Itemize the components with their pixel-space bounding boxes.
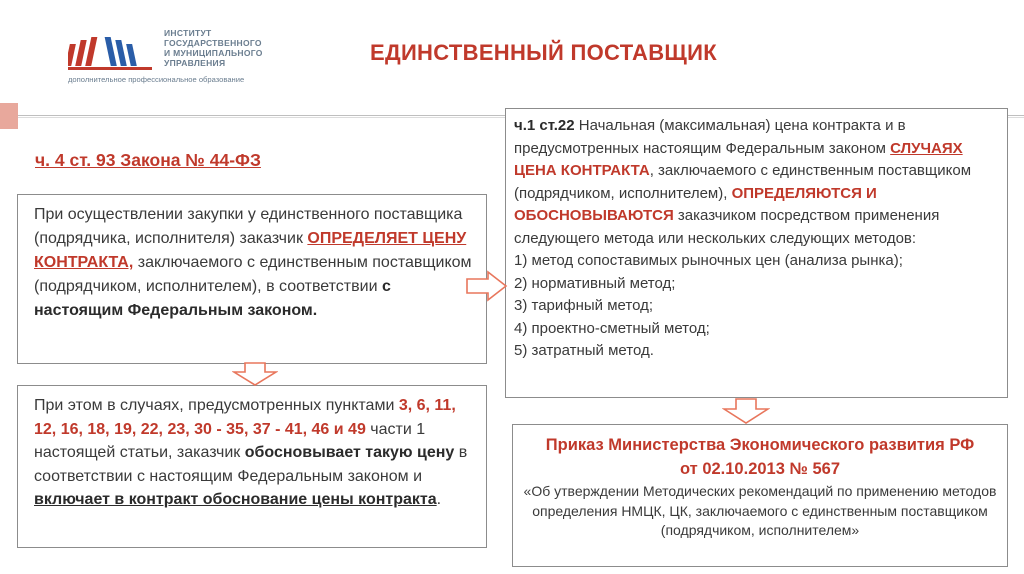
box3-contract-price: ЦЕНА КОНТРАКТА bbox=[514, 162, 650, 179]
box2-points: 3, 6, 11, 12, 16, 18, 19, 22, 23, 30 - 35, 37 - 41, 46 и 49 bbox=[34, 397, 456, 438]
box1-highlight: ОПРЕДЕЛЯЕТ ЦЕНУ КОНТРАКТА, bbox=[34, 230, 467, 271]
arrow-down-icon bbox=[722, 398, 770, 424]
box3-text-1: Начальная (максимальная) цена контракта и в предусмотренных настоящим Федеральным законом bbox=[514, 117, 906, 157]
order-description: «Об утверждении Методических рекомендаций по применению методов определения НМЦК, ЦК, заключаемого с единственным поставщиком (подрядчиком, исполнителем» bbox=[523, 483, 997, 538]
ministry-order-box bbox=[512, 424, 1008, 567]
logo-text: ИНСТИТУТ ГОСУДАРСТВЕННОГО И МУНИЦИПАЛЬНОГО УПРАВЛЕНИЯ bbox=[164, 28, 263, 68]
method-item: 1) метод сопоставимых рыночных цен (анализа рынка); bbox=[514, 252, 903, 269]
header-divider-square bbox=[0, 103, 18, 129]
box1-text-1: При осуществлении закупки у единственного поставщика (подрядчика, исполнителя) заказчик bbox=[34, 206, 463, 247]
law-reference: ч. 4 ст. 93 Закона № 44-ФЗ bbox=[35, 150, 261, 170]
arrow-right-icon bbox=[466, 270, 508, 302]
box2-text-3: в соответствии с настоящим Федеральным законом и bbox=[34, 444, 468, 485]
box2-includes: включает в контракт обоснование цены контракта bbox=[34, 491, 437, 508]
method-list bbox=[514, 250, 999, 363]
logo-subtitle: дополнительное профессиональное образование bbox=[68, 75, 245, 84]
box2-justifies: обосновывает такую цену bbox=[244, 444, 455, 461]
justification-box bbox=[17, 385, 487, 548]
box2-text-4: . bbox=[436, 491, 442, 508]
box2-text-2: части 1 настоящей статьи, заказчик bbox=[34, 420, 426, 461]
box2-text-1: При этом в случаях, предусмотренных пунктами bbox=[34, 397, 399, 414]
price-definition-box bbox=[17, 194, 487, 364]
method-item: 3) тарифный метод; bbox=[514, 297, 654, 314]
page-title: ЕДИНСТВЕННЫЙ ПОСТАВЩИК bbox=[370, 40, 717, 65]
order-date: от 02.10.2013 № 567 bbox=[679, 460, 840, 478]
method-item: 5) затратный метод. bbox=[514, 342, 654, 359]
institute-logo bbox=[68, 28, 298, 88]
book-logo-icon bbox=[68, 34, 158, 74]
box3-cases: СЛУЧАЯХ bbox=[890, 139, 963, 157]
box3-text-3: заказчиком посредством применения следующего метода или нескольких следующих методов: bbox=[514, 207, 940, 247]
article-22-box bbox=[505, 108, 1008, 398]
box3-text-2: , заключаемого с единственным поставщиком (подрядчиком, исполнителем), bbox=[514, 162, 972, 202]
box3-article: ч.1 ст.22 bbox=[514, 117, 575, 134]
box1-text-2: заключаемого с единственным поставщиком (подрядчиком, исполнителем), в соответствии bbox=[34, 254, 472, 295]
method-item: 2) нормативный метод; bbox=[514, 274, 676, 292]
box1-law-text: с настоящим Федеральным законом. bbox=[34, 278, 391, 319]
box3-determined: ОПРЕДЕЛЯЮТСЯ И ОБОСНОВЫВАЮТСЯ bbox=[514, 184, 877, 224]
method-item: 4) проектно-сметный метод; bbox=[514, 319, 710, 337]
arrow-down-icon bbox=[232, 362, 278, 386]
order-title: Приказ Министерства Экономического развития РФ bbox=[545, 436, 975, 454]
